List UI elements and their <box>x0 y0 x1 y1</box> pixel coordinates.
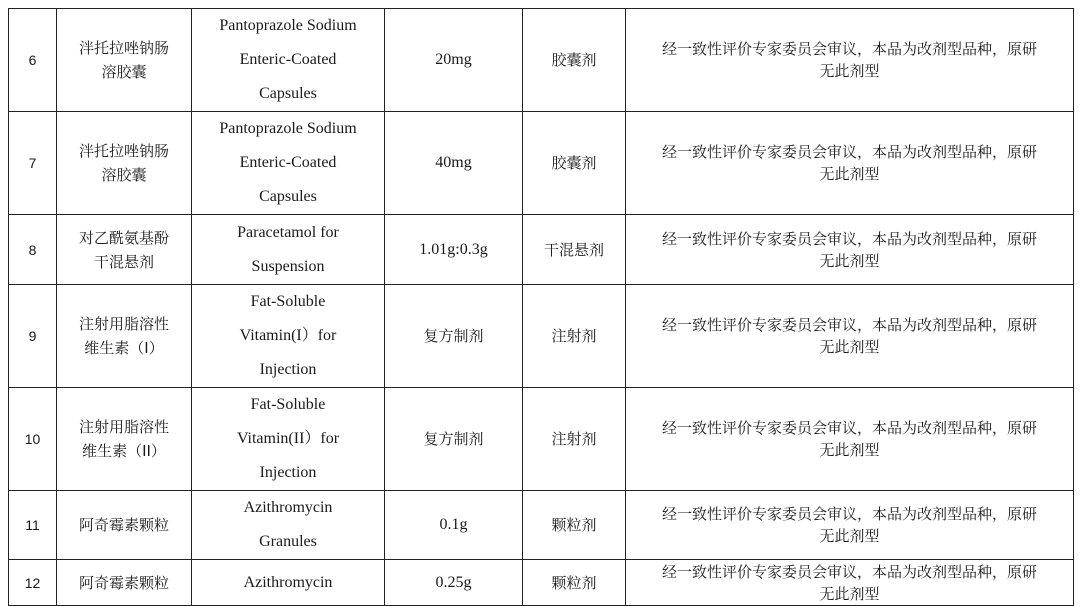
specification-cell <box>385 215 523 285</box>
row-number: 7 <box>28 155 37 171</box>
dosage-form-cell <box>523 215 626 285</box>
english-name-line: Azithromycin <box>243 499 333 516</box>
dosage-form-cell <box>523 285 626 388</box>
chinese-name-line: 维生素（Ⅰ） <box>84 339 164 357</box>
english-name-line: Pantoprazole Sodium <box>219 120 357 137</box>
remark-line: 经一致性评价专家委员会审议，本品为改剂型品种，原研 <box>661 316 1037 334</box>
row-number-cell <box>9 285 57 388</box>
dosage-form-cell <box>523 491 626 560</box>
dosage-form: 颗粒剂 <box>551 573 597 592</box>
chinese-name-line: 对乙酰氨基酚 <box>78 228 169 247</box>
row-number-cell <box>9 9 57 112</box>
dosage-form: 胶囊剂 <box>551 51 597 69</box>
table-row <box>9 112 1074 215</box>
row-number: 6 <box>28 52 37 68</box>
english-name-line: Capsules <box>259 85 317 102</box>
specification: 20mg <box>435 51 472 68</box>
remark-line: 无此剂型 <box>819 527 880 545</box>
specification: 0.1g <box>439 516 468 533</box>
specification: 0.25g <box>435 573 472 591</box>
remark-line: 无此剂型 <box>819 165 880 183</box>
chinese-name-line: 注射用脂溶性 <box>78 315 169 333</box>
chinese-name-line: 注射用脂溶性 <box>78 418 169 436</box>
chinese-name-line: 溶胶囊 <box>101 166 147 184</box>
remark-cell <box>626 285 1074 388</box>
chinese-name-cell <box>57 388 192 491</box>
english-name-cell <box>192 491 385 560</box>
table-row <box>9 215 1074 285</box>
remark-line: 无此剂型 <box>819 584 880 603</box>
english-name-cell <box>192 388 385 491</box>
table-row <box>9 560 1074 606</box>
remark-line: 经一致性评价专家委员会审议，本品为改剂型品种，原研 <box>661 562 1037 581</box>
english-name-line: Vitamin(I）for <box>239 327 337 344</box>
specification-cell <box>385 285 523 388</box>
english-name-line: Vitamin(II）for <box>236 430 340 447</box>
english-name-line: Pantoprazole Sodium <box>219 17 357 34</box>
row-number: 9 <box>28 328 37 344</box>
english-name-cell <box>192 285 385 388</box>
chinese-name-line: 泮托拉唑钠肠 <box>78 39 169 57</box>
dosage-form-cell <box>523 388 626 491</box>
chinese-name-line: 干混悬剂 <box>93 252 154 271</box>
remark-line: 无此剂型 <box>819 441 880 459</box>
specification-cell <box>385 388 523 491</box>
english-name-line: Enteric-Coated <box>239 154 337 171</box>
dosage-form-cell <box>523 560 626 606</box>
specification: 复方制剂 <box>423 326 484 345</box>
table-row <box>9 285 1074 388</box>
english-name-line: Granules <box>259 533 317 550</box>
dosage-form: 颗粒剂 <box>551 516 597 534</box>
chinese-name-line: 阿奇霉素颗粒 <box>78 573 169 592</box>
remark-line: 经一致性评价专家委员会审议，本品为改剂型品种，原研 <box>661 419 1037 437</box>
table-row <box>9 388 1074 491</box>
chinese-name-line: 泮托拉唑钠肠 <box>78 142 169 160</box>
remark-line: 无此剂型 <box>819 338 880 356</box>
dosage-form: 注射剂 <box>551 430 597 448</box>
remark-line: 经一致性评价专家委员会审议，本品为改剂型品种，原研 <box>661 229 1037 248</box>
table-row <box>9 9 1074 112</box>
english-name-line: Azithromycin <box>243 573 333 591</box>
remark-cell <box>626 9 1074 112</box>
chinese-name-line: 维生素（II） <box>82 442 166 460</box>
table-row <box>9 491 1074 560</box>
remark-cell <box>626 491 1074 560</box>
dosage-form: 胶囊剂 <box>551 154 597 172</box>
row-number: 11 <box>25 517 40 533</box>
specification: 复方制剂 <box>423 429 484 448</box>
specification-cell <box>385 491 523 560</box>
chinese-name-cell <box>57 112 192 215</box>
dosage-form-cell <box>523 9 626 112</box>
english-name-cell <box>192 112 385 215</box>
remark-cell <box>626 388 1074 491</box>
english-name-line: Fat-Soluble <box>250 396 326 413</box>
remark-line: 经一致性评价专家委员会审议，本品为改剂型品种，原研 <box>661 40 1037 58</box>
english-name-line: Fat-Soluble <box>250 293 326 310</box>
chinese-name-cell <box>57 215 192 285</box>
english-name-line: Injection <box>259 464 317 481</box>
drug-list-table <box>8 8 1074 606</box>
row-number-cell <box>9 388 57 491</box>
remark-line: 经一致性评价专家委员会审议，本品为改剂型品种，原研 <box>661 505 1037 523</box>
english-name-cell <box>192 215 385 285</box>
chinese-name-cell <box>57 285 192 388</box>
row-number: 12 <box>24 574 41 591</box>
remark-cell <box>626 112 1074 215</box>
chinese-name-cell <box>57 491 192 560</box>
row-number: 10 <box>24 431 41 447</box>
dosage-form: 注射剂 <box>551 327 597 345</box>
english-name-line: Capsules <box>259 188 317 205</box>
remark-cell <box>626 215 1074 285</box>
dosage-form: 干混悬剂 <box>543 240 604 259</box>
specification: 1.01g:0.3g <box>419 240 488 258</box>
chinese-name-cell <box>57 9 192 112</box>
specification-cell <box>385 9 523 112</box>
row-number-cell <box>9 112 57 215</box>
chinese-name-cell <box>57 560 192 606</box>
specification: 40mg <box>435 154 472 171</box>
english-name-cell <box>192 560 385 606</box>
dosage-form-cell <box>523 112 626 215</box>
row-number-cell <box>9 215 57 285</box>
row-number: 8 <box>28 241 37 258</box>
remark-line: 无此剂型 <box>819 62 880 80</box>
english-name-line: Paracetamol for <box>237 223 339 241</box>
english-name-line: Injection <box>259 361 317 378</box>
english-name-cell <box>192 9 385 112</box>
chinese-name-line: 阿奇霉素颗粒 <box>78 516 169 534</box>
row-number-cell <box>9 491 57 560</box>
remark-cell <box>626 560 1074 606</box>
specification-cell <box>385 560 523 606</box>
english-name-line: Enteric-Coated <box>239 51 337 68</box>
remark-line: 无此剂型 <box>819 251 880 270</box>
row-number-cell <box>9 560 57 606</box>
english-name-line: Suspension <box>251 257 325 275</box>
remark-line: 经一致性评价专家委员会审议，本品为改剂型品种，原研 <box>661 143 1037 161</box>
specification-cell <box>385 112 523 215</box>
chinese-name-line: 溶胶囊 <box>101 63 147 81</box>
